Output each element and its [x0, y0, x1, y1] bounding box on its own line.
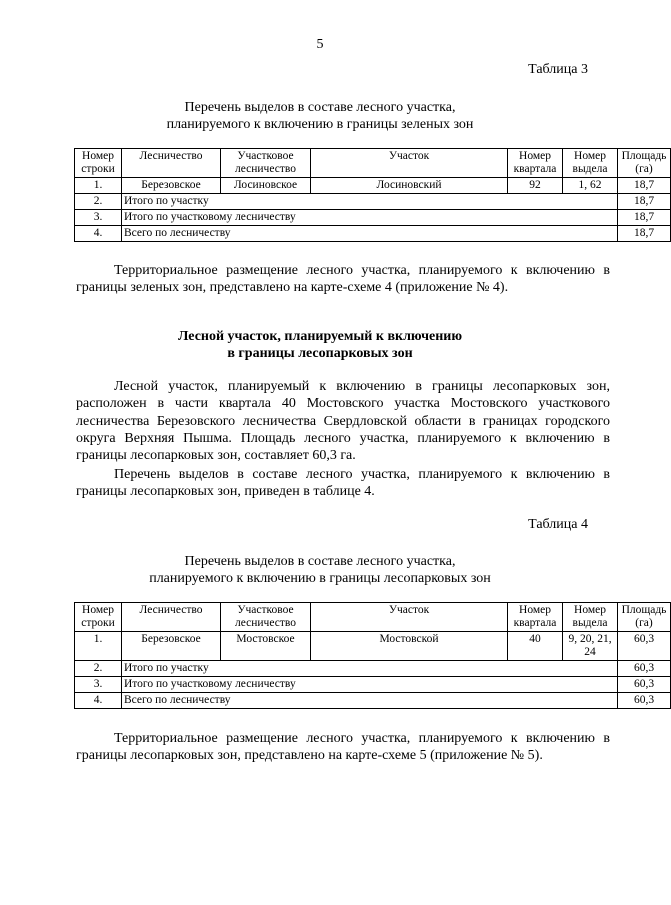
- table-3: [74, 148, 671, 242]
- cell-site: Лосиновский: [311, 178, 508, 194]
- cell-row-number: 1.: [75, 178, 122, 194]
- paragraph-allotments-ref: Перечень выделов в составе лесного участка, планируемого к включению в границы лесопарковых зон, приведен в таблице 4.: [76, 467, 610, 500]
- table-3-caption-line-2: планируемого к включению в границы зеленых зон: [166, 117, 474, 132]
- col-header-row-number: Номер строки: [75, 603, 122, 632]
- cell-total-label: Всего по лесничеству: [122, 226, 618, 242]
- cell-site: Мостовской: [311, 632, 508, 661]
- cell-total-label: Итого по участку: [122, 661, 618, 677]
- cell-area: 60,3: [618, 632, 671, 661]
- cell-district-forestry: Мостовское: [221, 632, 311, 661]
- col-header-district-forestry: Участковое лесничество: [221, 149, 311, 178]
- cell-row-number: 3.: [75, 210, 122, 226]
- cell-row-number: 3.: [75, 677, 122, 693]
- table-row: [75, 632, 671, 661]
- paragraph-site-location: Лесной участок, планируемый к включению в границы лесопарковых зон, расположен в части квартала 40 Мостовского участка Мостовского участкового лесничества Березовского лесничества Свердловской области в границах городского округа Верхняя Пышма. Площадь лесного участка, планируемого к включению в границы лесопарковых зон, составляет 60,3 га.: [76, 379, 610, 464]
- table-4-caption: [0, 553, 640, 587]
- cell-area: 60,3: [618, 661, 671, 677]
- cell-quarter: 40: [508, 632, 563, 661]
- table-4-caption-line-2: планируемого к включению в границы лесопарковых зон: [149, 571, 491, 586]
- cell-district-forestry: Лосиновское: [221, 178, 311, 194]
- cell-area: 18,7: [618, 226, 671, 242]
- cell-allotment: 1, 62: [563, 178, 618, 194]
- col-header-site: Участок: [311, 603, 508, 632]
- cell-forestry: Березовское: [122, 632, 221, 661]
- col-header-site: Участок: [311, 149, 508, 178]
- cell-area: 60,3: [618, 677, 671, 693]
- cell-area: 18,7: [618, 210, 671, 226]
- col-header-quarter: Номер квартала: [508, 149, 563, 178]
- table-3-caption-line-1: Перечень выделов в составе лесного участка,: [184, 100, 456, 115]
- table-total-row: [75, 226, 671, 242]
- col-header-forestry: Лесничество: [122, 603, 221, 632]
- cell-row-number: 4.: [75, 226, 122, 242]
- cell-total-label: Итого по участковому лесничеству: [122, 677, 618, 693]
- col-header-row-number: Номер строки: [75, 149, 122, 178]
- section-heading-line-1: Лесной участок, планируемый к включению: [177, 329, 463, 344]
- table-4-label: Таблица 4: [528, 517, 588, 532]
- table-total-row: [75, 210, 671, 226]
- cell-total-label: Всего по лесничеству: [122, 693, 618, 709]
- table-3-label: Таблица 3: [528, 62, 588, 77]
- table-total-row: [75, 677, 671, 693]
- cell-allotment: 9, 20, 21, 24: [563, 632, 618, 661]
- col-header-allotment: Номер выдела: [563, 603, 618, 632]
- cell-total-label: Итого по участковому лесничеству: [122, 210, 618, 226]
- cell-quarter: 92: [508, 178, 563, 194]
- table-total-row: [75, 693, 671, 709]
- table-4-caption-line-1: Перечень выделов в составе лесного участка,: [184, 554, 456, 569]
- cell-row-number: 2.: [75, 661, 122, 677]
- cell-row-number: 4.: [75, 693, 122, 709]
- col-header-allotment: Номер выдела: [563, 149, 618, 178]
- section-heading-line-2: в границы лесопарковых зон: [227, 346, 413, 361]
- table-4: [74, 602, 671, 709]
- table-header-row: [75, 149, 671, 178]
- table-header-row: [75, 603, 671, 632]
- table-3-caption: [0, 99, 640, 133]
- cell-area: 18,7: [618, 178, 671, 194]
- cell-area: 18,7: [618, 194, 671, 210]
- paragraph-green-zone-map: Территориальное размещение лесного участка, планируемого к включению в границы зеленых зон, представлено на карте-схеме 4 (приложение № 4).: [76, 263, 610, 296]
- cell-row-number: 2.: [75, 194, 122, 210]
- paragraph-forest-park-map: Территориальное размещение лесного участка, планируемого к включению в границы лесопарковых зон, представлено на карте-схеме 5 (приложение № 5).: [76, 731, 610, 764]
- table-total-row: [75, 661, 671, 677]
- table-row: [75, 178, 671, 194]
- cell-total-label: Итого по участку: [122, 194, 618, 210]
- cell-row-number: 1.: [75, 632, 122, 661]
- col-header-area: Площадь (га): [618, 603, 671, 632]
- section-heading: [0, 328, 640, 362]
- table-total-row: [75, 194, 671, 210]
- cell-forestry: Березовское: [122, 178, 221, 194]
- col-header-district-forestry: Участковое лесничество: [221, 603, 311, 632]
- col-header-quarter: Номер квартала: [508, 603, 563, 632]
- col-header-forestry: Лесничество: [122, 149, 221, 178]
- cell-area: 60,3: [618, 693, 671, 709]
- page-number: 5: [316, 37, 324, 52]
- col-header-area: Площадь (га): [618, 149, 671, 178]
